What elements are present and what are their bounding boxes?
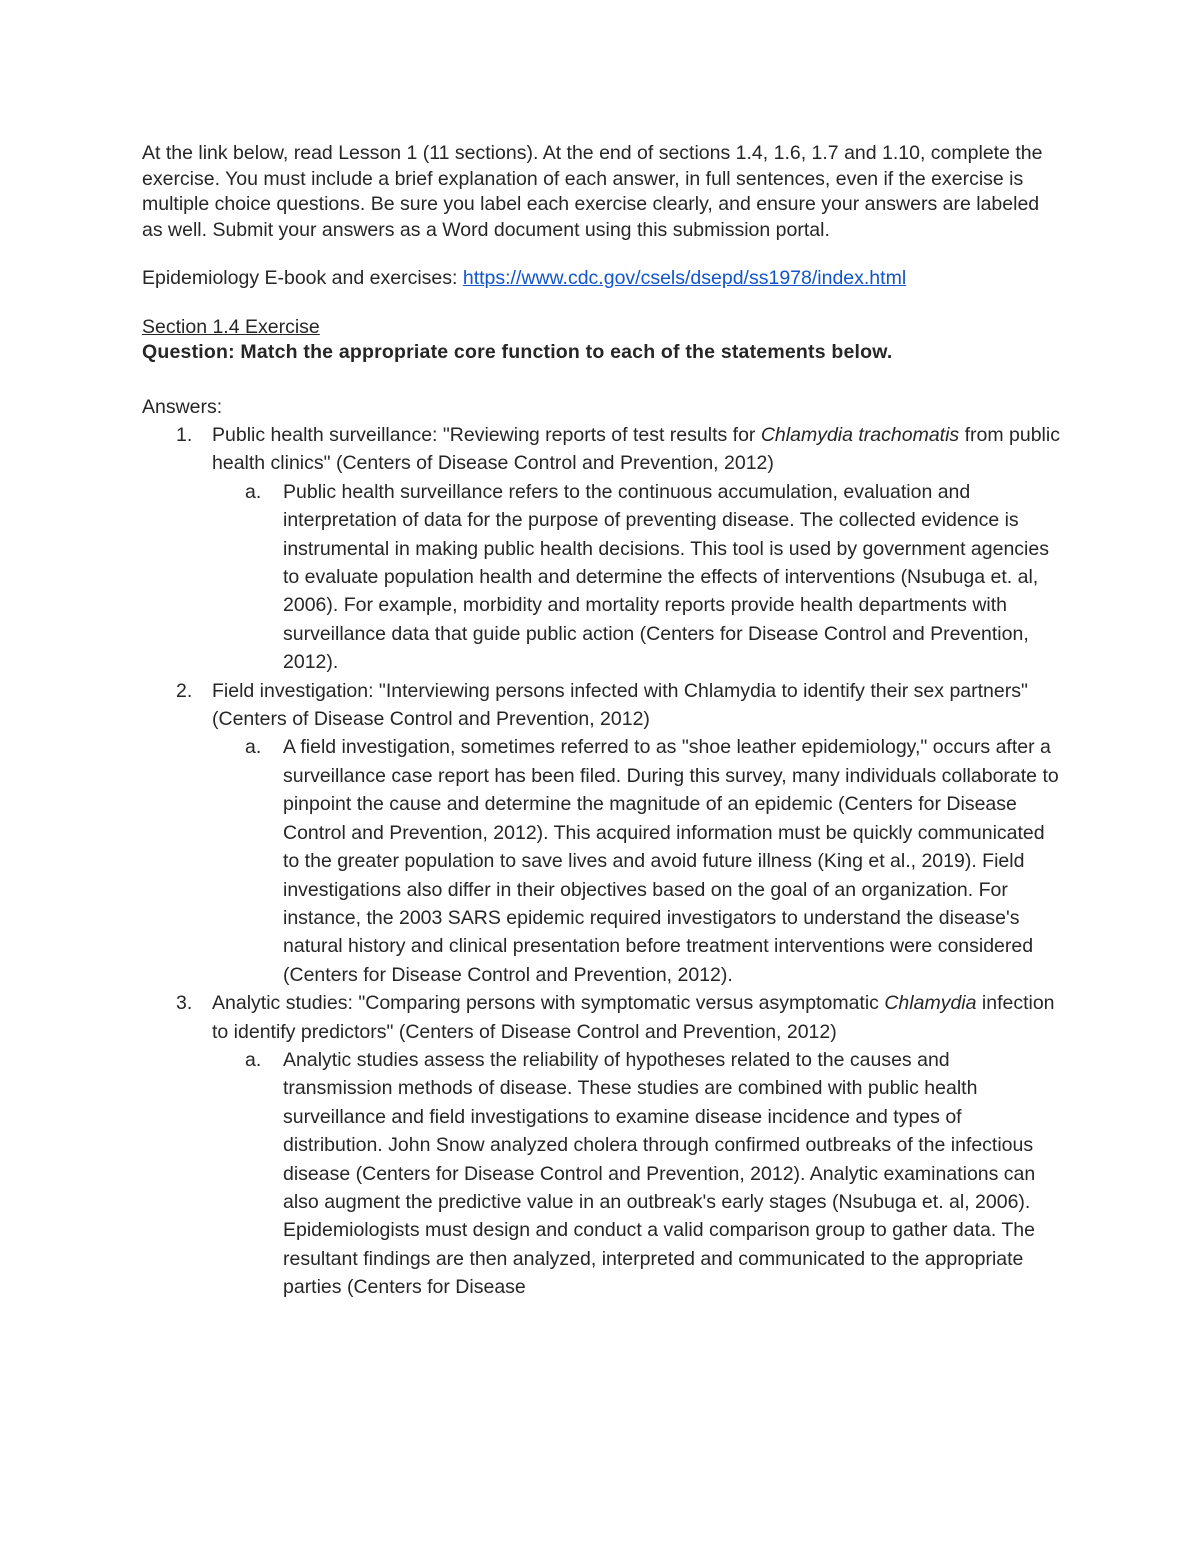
answer-item-1 bbox=[142, 421, 1062, 677]
answer-number: 3. bbox=[176, 992, 193, 1015]
answers-label: Answers: bbox=[142, 395, 223, 418]
explanation-text: Public health surveillance refers to the continuous accumulation, evaluation and interpretation of data for the purpose of preventing disease. The collected evidence is instrumental in making public health decisions. This tool is used by government agencies to evaluate population health and determine the effects of interventions (Nsubuga et. al, 2006). For example, morbidity and mortality reports provide health departments with surveillance data that guide public action (Centers for Disease Control and Prevention, 2012). bbox=[283, 480, 1049, 674]
sub-list bbox=[212, 478, 1062, 677]
answer-list bbox=[142, 421, 1062, 1302]
answer-number: 1. bbox=[176, 424, 193, 446]
sub-item bbox=[212, 1046, 1062, 1302]
answer-heading-text: Public health surveillance: "Reviewing reports of test results for bbox=[212, 424, 761, 446]
intro-block bbox=[142, 141, 1062, 243]
answer-item-2 bbox=[142, 677, 1062, 989]
answer-heading-text: from public health clinics" (Centers of Disease Control and Prevention, 2012) bbox=[212, 424, 1060, 475]
section-heading: Section 1.4 Exercise bbox=[142, 315, 320, 338]
sub-list bbox=[212, 1046, 1062, 1302]
answer-heading-text: Analytic studies: "Comparing persons with symptomatic versus asymptomatic bbox=[212, 992, 885, 1015]
answer-number: 2. bbox=[176, 679, 193, 702]
answer-heading: Field investigation: "Interviewing persons infected with Chlamydia to identify their sex partners" (Centers of Disease Control and Prevention, 2012) bbox=[212, 679, 1028, 731]
organism-name: Chlamydia trachomatis bbox=[760, 424, 960, 446]
intro-paragraph: At the link below, read Lesson 1 (11 sections). At the end of sections 1.4, 1.6, 1.7 and 1.10, complete the exercise. You must include a brief explanation of each answer, in full sentences, even if the exercise is multiple choice questions. Be sure you label each exercise clearly, and ensure your answers are labeled as well. Submit your answers as a Word document using this submission portal. bbox=[142, 142, 1043, 241]
resource-label: Epidemiology E-book and exercises: bbox=[142, 267, 463, 289]
resource-line bbox=[142, 266, 1062, 292]
sub-list bbox=[212, 733, 1062, 989]
organism-name: Chlamydia bbox=[884, 992, 977, 1015]
answer-heading bbox=[212, 989, 1062, 1046]
answer-item-3 bbox=[142, 989, 1062, 1301]
question-text: Question: Match the appropriate core function to each of the statements below. bbox=[142, 341, 893, 363]
document-page bbox=[142, 141, 1062, 1302]
explanation-text: Analytic studies assess the reliability of hypotheses related to the causes and transmission methods of disease. These studies are combined with public health surveillance and field investigations to examine disease incidence and types of distribution. John Snow analyzed cholera through confirmed outbreaks of the infectious disease (Centers for Disease Control and Prevention, 2012). Analytic examinations can also augment the predictive value in an outbreak's early stages (Nsubuga et. al, 2006). Epidemiologists must design and conduct a valid comparison group to gather data. The resultant findings are then analyzed, interpreted and communicated to the appropriate parties (Centers for Disease bbox=[283, 1048, 1036, 1299]
explanation-text: A field investigation, sometimes referred to as "shoe leather epidemiology," occurs after a surveillance case report has been filed. During this survey, many individuals collaborate to pinpoint the cause and determine the magnitude of an epidemic (Centers for Disease Control and Prevention, 2012). This acquired information must be quickly communicated to the greater population to save lives and avoid future illness (King et al., 2019). Field investigations also differ in their objectives based on the goal of an organization. For instance, the 2003 SARS epidemic required investigators to understand the disease's natural history and clinical presentation before treatment interventions were considered (Centers for Disease Control and Prevention, 2012). bbox=[283, 736, 1059, 986]
sub-letter: a. bbox=[245, 480, 262, 503]
resource-link[interactable]: https://www.cdc.gov/csels/dsepd/ss1978/index.html bbox=[462, 267, 907, 289]
sub-letter: a. bbox=[245, 736, 262, 759]
sub-letter: a. bbox=[245, 1048, 262, 1071]
sub-item bbox=[212, 733, 1062, 989]
answer-heading bbox=[212, 421, 1062, 478]
sub-item bbox=[212, 478, 1062, 677]
answer-heading-text: infection to identify predictors" (Centers of Disease Control and Prevention, 2012) bbox=[212, 992, 1055, 1043]
